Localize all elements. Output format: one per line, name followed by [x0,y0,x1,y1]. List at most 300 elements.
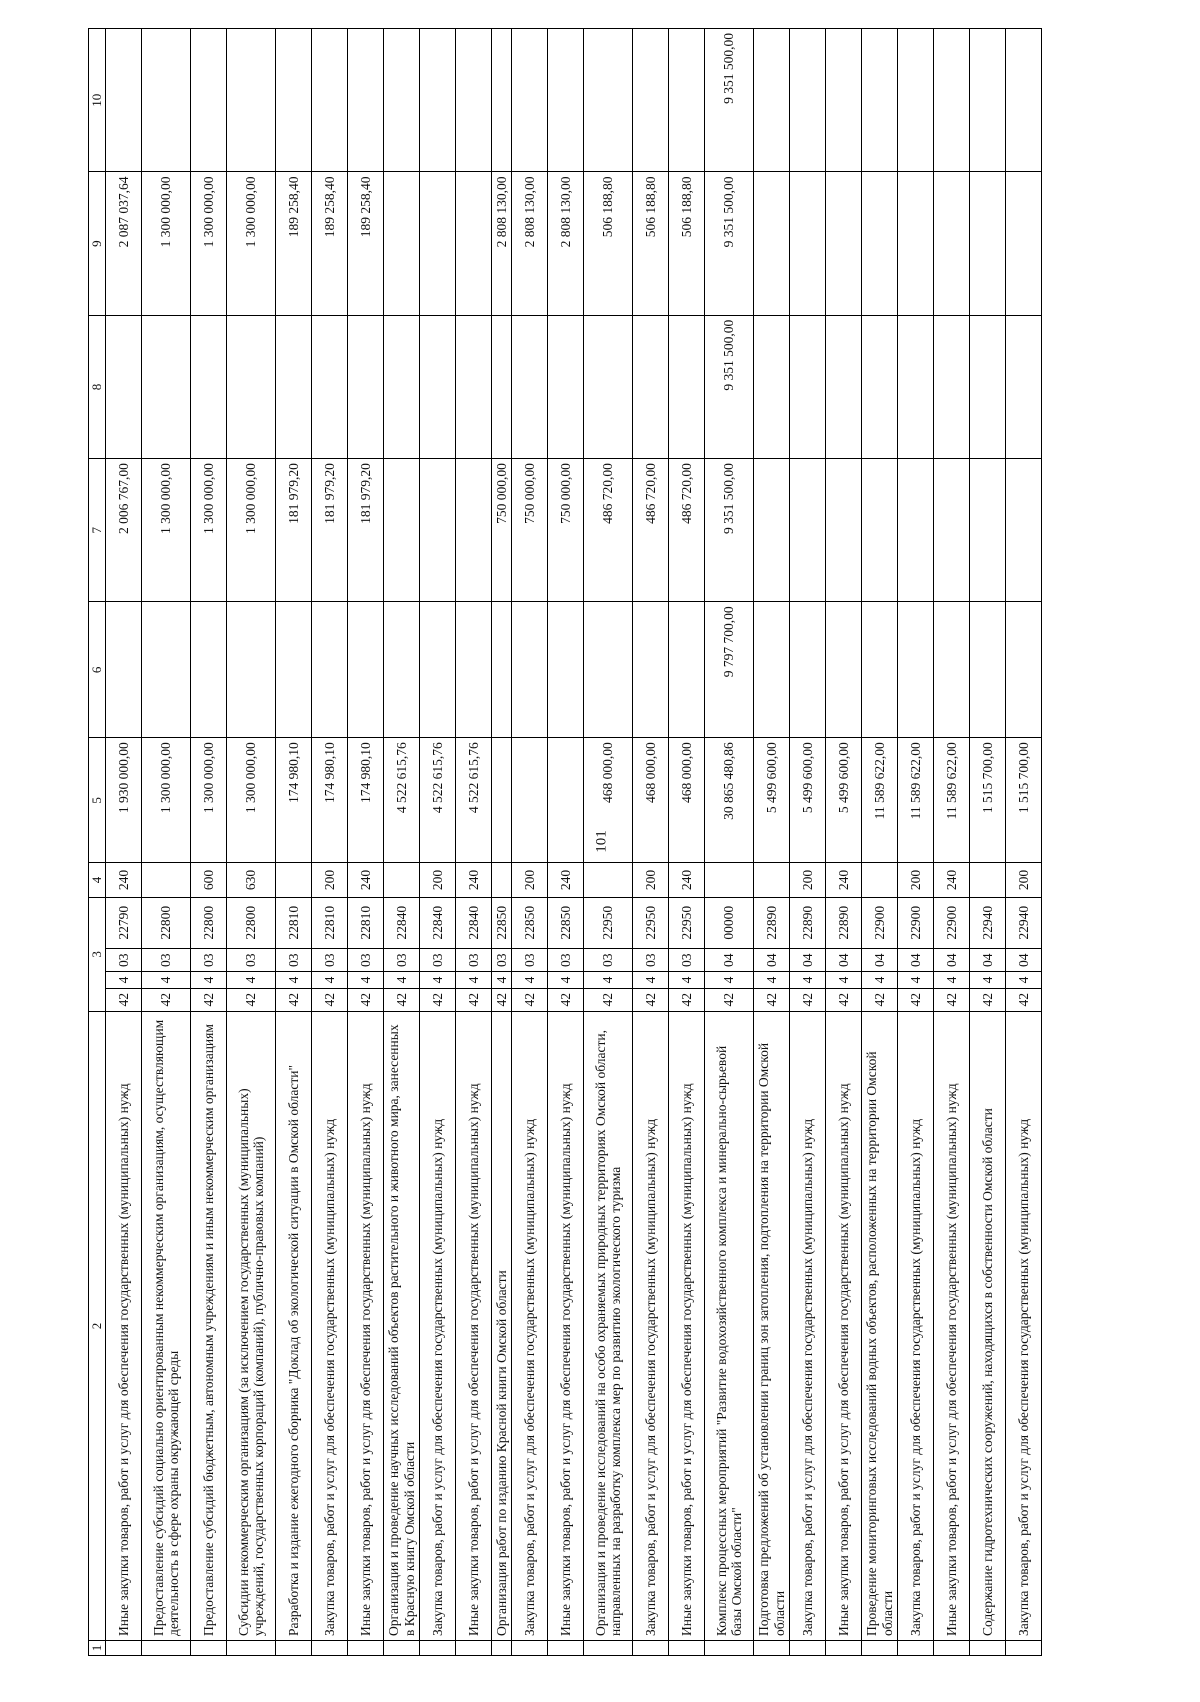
code-part-4: 22810 [312,897,348,948]
code-part-1: 42 [754,988,790,1012]
table-row [384,29,420,1656]
value-col-6 [348,602,384,738]
value-col-9 [898,172,934,315]
code-part-4: 22850 [512,897,548,948]
header-cell-8: 8 [89,315,106,458]
code-part-2: 4 [934,972,970,988]
value-col-6 [898,602,934,738]
row-name: Закупка товаров, работ и услуг для обеспечения государственных (муниципальных) нужд [512,1012,548,1641]
value-col-10 [456,29,492,172]
value-col-6 [512,602,548,738]
code-part-2: 4 [276,972,312,988]
row-name: Закупка товаров, работ и услуг для обеспечения государственных (муниципальных) нужд [420,1012,456,1641]
value-col-6 [1006,602,1042,738]
code-part-2: 4 [790,972,826,988]
code-part-3: 03 [384,948,420,972]
value-col-9 [420,172,456,315]
value-col-8 [826,315,862,458]
expense-type: 200 [633,863,669,897]
value-col-6 [584,602,633,738]
row-name: Иные закупки товаров, работ и услуг для обеспечения государственных (муниципальных) нужд [826,1012,862,1641]
value-col-5: 1 930 000,00 [106,738,142,863]
value-col-8 [420,315,456,458]
value-col-10 [548,29,584,172]
value-col-8 [970,315,1006,458]
value-col-8 [384,315,420,458]
value-col-5: 30 865 480,86 [705,738,754,863]
code-part-1: 42 [456,988,492,1012]
expense-type: 240 [548,863,584,897]
value-col-8 [142,315,191,458]
value-col-7 [790,459,826,602]
value-col-10 [790,29,826,172]
row-number-cell [862,1641,898,1656]
expense-type: 240 [826,863,862,897]
value-col-9: 189 258,40 [312,172,348,315]
row-name: Подготовка предложений об установлении границ зон затопления, подтопления на территории Омской области [754,1012,790,1641]
code-part-2: 4 [862,972,898,988]
value-col-5: 1 300 000,00 [227,738,276,863]
code-part-4: 22790 [106,897,142,948]
budget-table [88,28,1042,1656]
value-col-10 [106,29,142,172]
value-col-8 [276,315,312,458]
table-row [790,29,826,1656]
table-row [826,29,862,1656]
row-name: Проведение мониторинговых исследований водных объектов, расположенных на территории Омской области [862,1012,898,1641]
code-part-3: 04 [862,948,898,972]
row-number-cell [754,1641,790,1656]
expense-type: 630 [227,863,276,897]
value-col-8: 9 351 500,00 [705,315,754,458]
code-part-3: 04 [754,948,790,972]
value-col-8 [584,315,633,458]
value-col-6 [754,602,790,738]
row-number-cell [106,1641,142,1656]
value-col-7: 1 300 000,00 [227,459,276,602]
value-col-5: 5 499 600,00 [754,738,790,863]
code-part-4: 22940 [970,897,1006,948]
value-col-10 [633,29,669,172]
code-part-1: 42 [191,988,227,1012]
value-col-5: 4 522 615,76 [384,738,420,863]
value-col-7: 2 006 767,00 [106,459,142,602]
row-number-cell [142,1641,191,1656]
code-part-3: 04 [934,948,970,972]
code-part-4: 22800 [142,897,191,948]
code-part-2: 4 [826,972,862,988]
row-number-cell [227,1641,276,1656]
value-col-8 [227,315,276,458]
code-part-1: 42 [862,988,898,1012]
value-col-5: 174 980,10 [276,738,312,863]
value-col-8 [548,315,584,458]
row-number-cell [970,1641,1006,1656]
header-cell-5: 5 [89,738,106,863]
value-col-8 [934,315,970,458]
value-col-7 [384,459,420,602]
code-part-2: 4 [348,972,384,988]
code-part-1: 42 [227,988,276,1012]
table-row [420,29,456,1656]
value-col-6 [384,602,420,738]
expense-type: 200 [312,863,348,897]
row-name: Содержание гидротехнических сооружений, находящихся в собственности Омской области [970,1012,1006,1641]
row-number-cell [312,1641,348,1656]
value-col-9: 1 300 000,00 [227,172,276,315]
value-col-6: 9 797 700,00 [705,602,754,738]
code-part-3: 04 [1006,948,1042,972]
value-col-8 [790,315,826,458]
value-col-8 [492,315,512,458]
code-part-1: 42 [790,988,826,1012]
value-col-9: 2 808 130,00 [492,172,512,315]
table-row [898,29,934,1656]
value-col-7: 181 979,20 [312,459,348,602]
table-row [312,29,348,1656]
header-cell-4: 4 [89,863,106,897]
value-col-6 [633,602,669,738]
value-col-10 [312,29,348,172]
value-col-6 [548,602,584,738]
code-part-3: 04 [790,948,826,972]
expense-type [705,863,754,897]
table-row [633,29,669,1656]
table-row [548,29,584,1656]
row-number-cell [584,1641,633,1656]
code-part-4: 22950 [669,897,705,948]
row-name: Закупка товаров, работ и услуг для обеспечения государственных (муниципальных) нужд [1006,1012,1042,1641]
value-col-5 [492,738,512,863]
value-col-7: 750 000,00 [512,459,548,602]
expense-type: 200 [1006,863,1042,897]
value-col-7: 750 000,00 [548,459,584,602]
value-col-10 [492,29,512,172]
value-col-9 [970,172,1006,315]
code-part-2: 4 [227,972,276,988]
value-col-6 [669,602,705,738]
value-col-7 [420,459,456,602]
value-col-6 [456,602,492,738]
expense-type [584,863,633,897]
header-cell-10: 10 [89,29,106,172]
row-number-cell [669,1641,705,1656]
value-col-10 [934,29,970,172]
code-part-3: 03 [669,948,705,972]
header-cell-1: 1 [89,1641,106,1656]
code-part-4: 22810 [348,897,384,948]
table-row [1006,29,1042,1656]
value-col-9 [384,172,420,315]
value-col-7 [456,459,492,602]
value-col-5: 468 000,00 [633,738,669,863]
value-col-8 [1006,315,1042,458]
value-col-5 [512,738,548,863]
code-part-3: 04 [898,948,934,972]
code-part-2: 4 [705,972,754,988]
row-number-cell [276,1641,312,1656]
code-part-1: 42 [669,988,705,1012]
value-col-9 [456,172,492,315]
expense-type: 200 [790,863,826,897]
value-col-8 [754,315,790,458]
code-part-4: 22940 [1006,897,1042,948]
value-col-5: 5 499 600,00 [826,738,862,863]
code-part-3: 03 [191,948,227,972]
expense-type: 200 [420,863,456,897]
value-col-6 [492,602,512,738]
code-part-4: 22900 [862,897,898,948]
value-col-8 [633,315,669,458]
value-col-10 [669,29,705,172]
code-part-4: 22850 [548,897,584,948]
value-col-6 [276,602,312,738]
code-part-1: 42 [312,988,348,1012]
value-col-6 [142,602,191,738]
value-col-7: 1 300 000,00 [191,459,227,602]
row-number-cell [420,1641,456,1656]
value-col-10 [898,29,934,172]
value-col-6 [826,602,862,738]
value-col-7 [1006,459,1042,602]
value-col-9 [1006,172,1042,315]
header-cell-7: 7 [89,459,106,602]
value-col-5: 1 515 700,00 [1006,738,1042,863]
code-part-3: 03 [633,948,669,972]
value-col-5: 1 300 000,00 [142,738,191,863]
row-number-cell [826,1641,862,1656]
code-part-2: 4 [312,972,348,988]
value-col-8 [106,315,142,458]
header-cell-9: 9 [89,172,106,315]
code-part-2: 4 [456,972,492,988]
value-col-9: 189 258,40 [276,172,312,315]
value-col-9: 1 300 000,00 [191,172,227,315]
value-col-5: 11 589 622,00 [898,738,934,863]
value-col-5: 174 980,10 [312,738,348,863]
row-name: Комплекс процессных мероприятий "Развитие водохозяйственного комплекса и минерально-сырьевой базы Омской области" [705,1012,754,1641]
code-part-4: 00000 [705,897,754,948]
value-col-8 [348,315,384,458]
value-col-7 [934,459,970,602]
value-col-9 [934,172,970,315]
code-part-1: 42 [348,988,384,1012]
value-col-5: 1 300 000,00 [191,738,227,863]
row-name: Предоставление субсидий бюджетным, автономным учреждениям и иным некоммерческим организациям [191,1012,227,1641]
value-col-5: 1 515 700,00 [970,738,1006,863]
value-col-10 [276,29,312,172]
header-cell-2: 2 [89,1012,106,1641]
value-col-9: 506 188,80 [669,172,705,315]
expense-type [970,863,1006,897]
table-row [584,29,633,1656]
row-name: Иные закупки товаров, работ и услуг для обеспечения государственных (муниципальных) нужд [456,1012,492,1641]
code-part-2: 4 [142,972,191,988]
code-part-4: 22850 [492,897,512,948]
value-col-6 [790,602,826,738]
code-part-3: 03 [227,948,276,972]
table-row [862,29,898,1656]
value-col-9: 2 087 037,64 [106,172,142,315]
code-part-3: 03 [420,948,456,972]
value-col-7: 181 979,20 [276,459,312,602]
value-col-7 [970,459,1006,602]
value-col-8 [312,315,348,458]
row-name: Субсидии некоммерческим организациям (за исключением государственных (муниципальных) учреждений, государственных корпораций (компаний), публично-правовых компаний) [227,1012,276,1641]
code-part-1: 42 [276,988,312,1012]
value-col-10 [142,29,191,172]
row-number-cell [790,1641,826,1656]
code-part-1: 42 [106,988,142,1012]
value-col-10 [970,29,1006,172]
value-col-10: 9 351 500,00 [705,29,754,172]
code-part-2: 4 [492,972,512,988]
code-part-1: 42 [826,988,862,1012]
code-part-3: 03 [492,948,512,972]
code-part-1: 42 [548,988,584,1012]
code-part-2: 4 [548,972,584,988]
code-part-2: 4 [512,972,548,988]
value-col-6 [312,602,348,738]
code-part-4: 22950 [584,897,633,948]
code-part-4: 22950 [633,897,669,948]
value-col-10 [826,29,862,172]
value-col-5 [548,738,584,863]
value-col-7: 9 351 500,00 [705,459,754,602]
code-part-1: 42 [633,988,669,1012]
code-part-3: 03 [456,948,492,972]
value-col-6 [191,602,227,738]
table-row [705,29,754,1656]
value-col-10 [1006,29,1042,172]
value-col-8 [898,315,934,458]
code-part-3: 04 [826,948,862,972]
expense-type: 240 [106,863,142,897]
value-col-9: 2 808 130,00 [512,172,548,315]
value-col-6 [227,602,276,738]
row-number-cell [898,1641,934,1656]
value-col-10 [348,29,384,172]
value-col-8 [456,315,492,458]
row-name: Закупка товаров, работ и услуг для обеспечения государственных (муниципальных) нужд [312,1012,348,1641]
code-part-2: 4 [633,972,669,988]
code-part-4: 22890 [790,897,826,948]
value-col-8 [512,315,548,458]
expense-type: 600 [191,863,227,897]
code-part-3: 03 [106,948,142,972]
code-part-2: 4 [584,972,633,988]
table-row [934,29,970,1656]
code-part-1: 42 [705,988,754,1012]
code-part-1: 42 [898,988,934,1012]
row-number-cell [512,1641,548,1656]
value-col-10 [420,29,456,172]
expense-type [754,863,790,897]
table-row [669,29,705,1656]
code-part-1: 42 [384,988,420,1012]
table-row [348,29,384,1656]
value-col-6 [862,602,898,738]
row-name: Иные закупки товаров, работ и услуг для обеспечения государственных (муниципальных) нужд [348,1012,384,1641]
code-part-2: 4 [106,972,142,988]
code-part-1: 42 [142,988,191,1012]
value-col-9: 9 351 500,00 [705,172,754,315]
code-part-3: 04 [970,948,1006,972]
row-number-cell [1006,1641,1042,1656]
code-part-4: 22890 [826,897,862,948]
row-number-cell [348,1641,384,1656]
row-name: Закупка товаров, работ и услуг для обеспечения государственных (муниципальных) нужд [633,1012,669,1641]
code-part-2: 4 [669,972,705,988]
table-row [142,29,191,1656]
value-col-7: 181 979,20 [348,459,384,602]
expense-type: 200 [898,863,934,897]
value-col-9: 2 808 130,00 [548,172,584,315]
table-body [89,29,1042,1656]
table-row [754,29,790,1656]
value-col-10 [227,29,276,172]
table-row [456,29,492,1656]
value-col-5: 5 499 600,00 [790,738,826,863]
header-cell-3: 3 [89,897,106,1011]
row-number-cell [456,1641,492,1656]
code-part-2: 4 [898,972,934,988]
code-part-1: 42 [970,988,1006,1012]
code-part-2: 4 [970,972,1006,988]
expense-type: 240 [934,863,970,897]
row-number-cell [191,1641,227,1656]
code-part-4: 22800 [227,897,276,948]
code-part-1: 42 [512,988,548,1012]
code-part-4: 22810 [276,897,312,948]
code-part-3: 03 [548,948,584,972]
row-name: Иные закупки товаров, работ и услуг для обеспечения государственных (муниципальных) нужд [934,1012,970,1641]
code-part-4: 22840 [456,897,492,948]
row-number-cell [384,1641,420,1656]
value-col-7: 750 000,00 [492,459,512,602]
value-col-9: 1 300 000,00 [142,172,191,315]
row-number-cell [492,1641,512,1656]
value-col-6 [970,602,1006,738]
page-number: 101 [593,830,610,853]
table-row [512,29,548,1656]
value-col-6 [934,602,970,738]
row-name: Закупка товаров, работ и услуг для обеспечения государственных (муниципальных) нужд [898,1012,934,1641]
code-part-2: 4 [420,972,456,988]
row-name: Организация и проведение исследований на особо охраняемых природных территориях Омской области, направленных на разработку комплекса мер по развитию экологического туризма [584,1012,633,1641]
code-part-2: 4 [384,972,420,988]
code-part-1: 42 [934,988,970,1012]
code-part-3: 03 [584,948,633,972]
code-part-3: 03 [142,948,191,972]
row-name: Закупка товаров, работ и услуг для обеспечения государственных (муниципальных) нужд [790,1012,826,1641]
value-col-10 [512,29,548,172]
value-col-7: 486 720,00 [669,459,705,602]
row-name: Организация и проведение научных исследований объектов растительного и животного мира, занесенных в Красную книгу Омской области [384,1012,420,1641]
row-name: Разработка и издание ежегодного сборника "Доклад об экологической ситуации в Омской области" [276,1012,312,1641]
row-name: Иные закупки товаров, работ и услуг для обеспечения государственных (муниципальных) нужд [669,1012,705,1641]
value-col-5: 4 522 615,76 [420,738,456,863]
value-col-7 [898,459,934,602]
row-number-cell [934,1641,970,1656]
value-col-7 [826,459,862,602]
value-col-8 [862,315,898,458]
value-col-9: 506 188,80 [584,172,633,315]
code-part-3: 03 [348,948,384,972]
value-col-10 [384,29,420,172]
table-row [106,29,142,1656]
value-col-9: 189 258,40 [348,172,384,315]
